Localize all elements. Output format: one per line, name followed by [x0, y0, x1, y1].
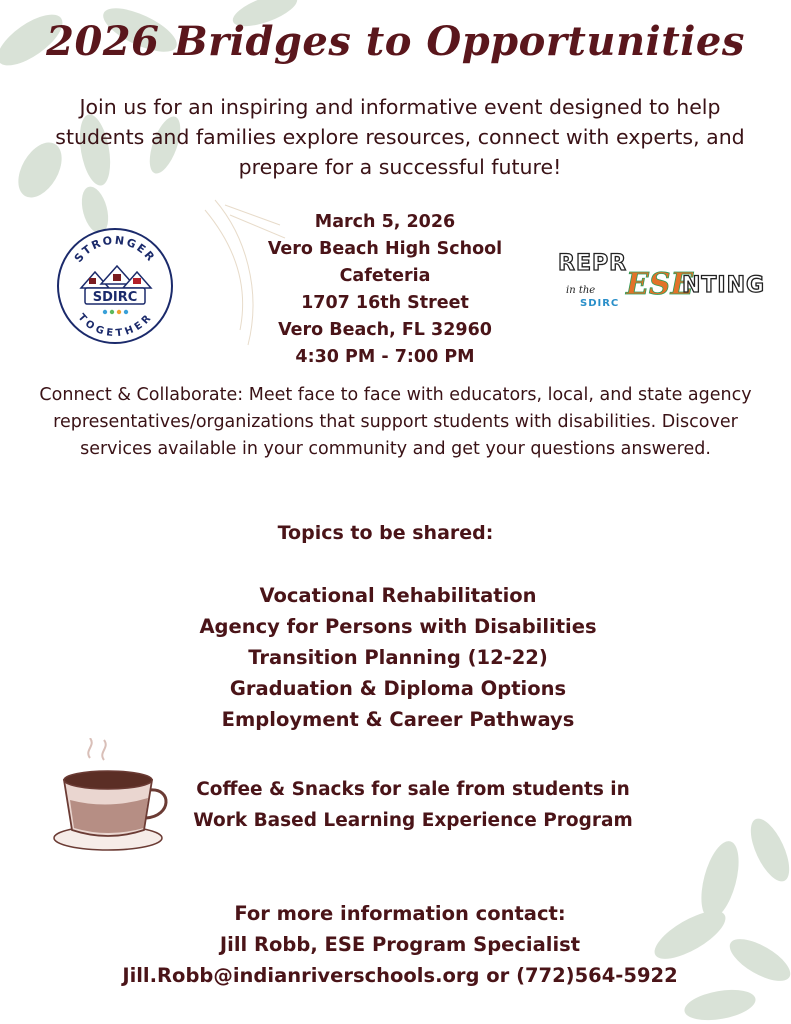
event-time: 4:30 PM - 7:00 PM	[295, 347, 475, 367]
topics-list	[140, 580, 656, 735]
rep-logo-right-text: NTING	[682, 273, 766, 298]
contact-details: Jill.Robb@indianriverschools.org or (772)564-5922	[122, 964, 678, 987]
coffee-cup-icon	[50, 738, 175, 858]
rep-logo-script-text: in the	[566, 285, 596, 296]
badge-bottom-text: TOGETHER	[75, 312, 155, 340]
rep-logo-sub-text: SDIRC	[580, 298, 620, 309]
representing-sdirc-logo	[556, 248, 766, 310]
event-venue: Vero Beach High School	[267, 239, 503, 259]
topic-item: Vocational Rehabilitation	[259, 584, 537, 607]
event-details	[235, 209, 535, 371]
topic-item: Transition Planning (12-22)	[248, 646, 548, 669]
coffee-snacks-note: Coffee & Snacks for sale from students in Work Based Learning Experience Program	[193, 779, 633, 831]
contact-name: Jill Robb, ESE Program Specialist	[219, 933, 581, 956]
rep-logo-middle-text: ESE	[626, 267, 694, 302]
sdirc-stronger-together-logo	[55, 226, 175, 346]
badge-top-text: STRONGER	[71, 233, 159, 265]
connect-paragraph: Connect & Collaborate: Meet face to face with educators, local, and state agency representatives/organizations that support students with disabilities. Discover services available in your community and get your questions answered.	[39, 385, 752, 459]
topic-item: Agency for Persons with Disabilities	[199, 615, 597, 638]
event-room: Cafeteria	[339, 266, 431, 286]
event-street: 1707 16th Street	[301, 293, 469, 313]
topic-item: Graduation & Diploma Options	[229, 677, 567, 700]
event-date: March 5, 2026	[314, 212, 456, 232]
event-title: 2026 Bridges to Opportunities	[46, 18, 745, 65]
contact-block	[100, 898, 700, 991]
badge-center-text: SDIRC	[92, 290, 138, 305]
rep-logo-left-text: REPR	[558, 251, 628, 276]
contact-heading: For more information contact:	[234, 902, 566, 925]
event-city: Vero Beach, FL 32960	[278, 320, 492, 340]
topic-item: Employment & Career Pathways	[221, 708, 575, 731]
topics-heading: Topics to be shared:	[277, 522, 494, 544]
intro-paragraph: Join us for an inspiring and informative event designed to help students and families explore resources, connect with experts, and prepare for a successful future!	[55, 95, 745, 179]
